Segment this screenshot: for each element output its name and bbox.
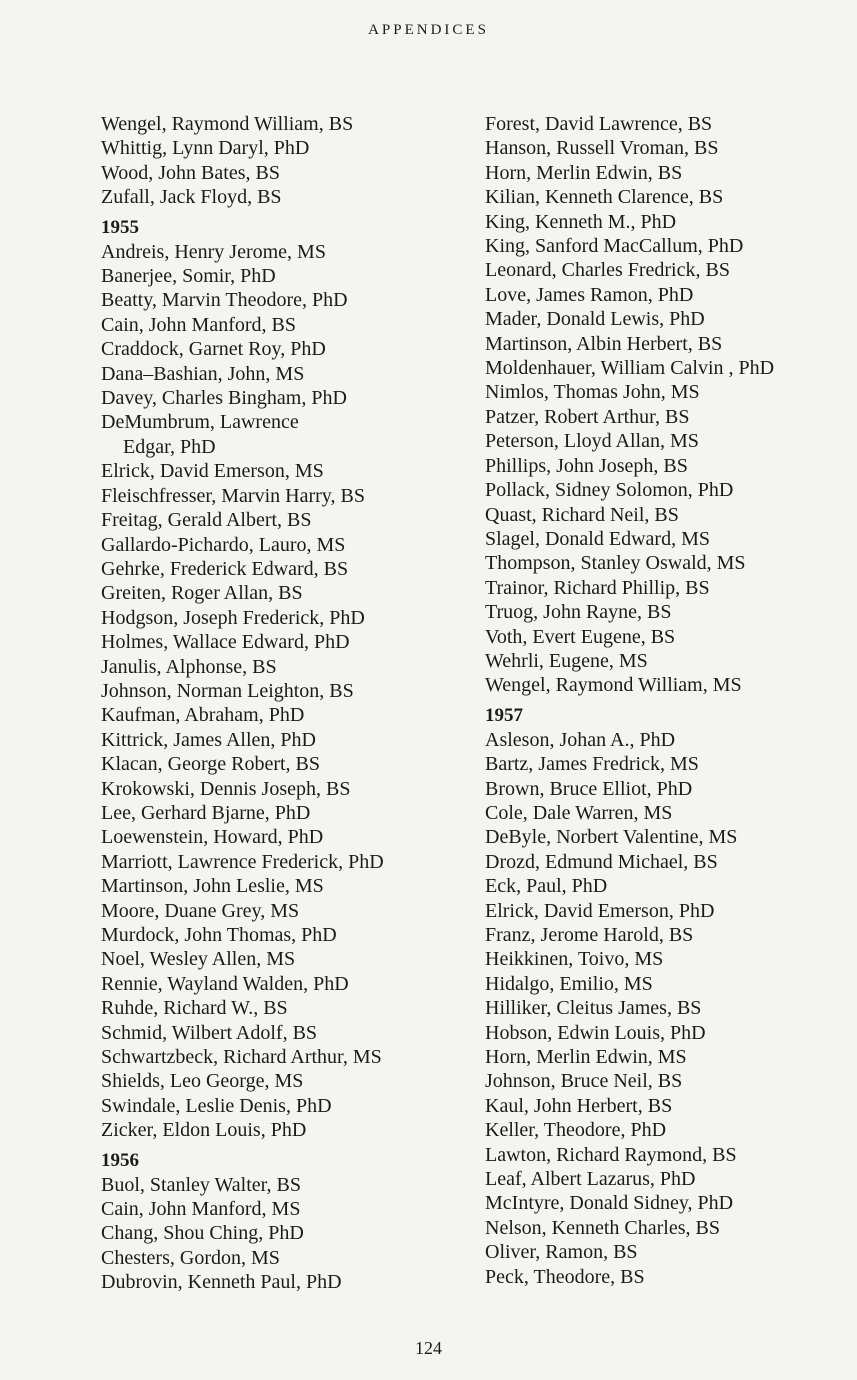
- graduate-entry: King, Sanford MacCallum, PhD: [485, 235, 744, 258]
- graduate-entry: Mader, Donald Lewis, PhD: [485, 308, 705, 331]
- graduate-entry: Gallardo-Pichardo, Lauro, MS: [101, 533, 346, 556]
- graduate-entry: Hilliker, Cleitus James, BS: [485, 997, 702, 1020]
- graduate-entry: Drozd, Edmund Michael, BS: [485, 850, 718, 873]
- right-column: [485, 112, 845, 1289]
- graduate-entry: Leaf, Albert Lazarus, PhD: [485, 1168, 696, 1191]
- graduate-entry: Brown, Bruce Elliot, PhD: [485, 777, 693, 800]
- graduate-entry: Loewenstein, Howard, PhD: [101, 826, 324, 849]
- graduate-entry: Peterson, Lloyd Allan, MS: [485, 430, 699, 453]
- graduate-entry: Gehrke, Frederick Edward, BS: [101, 557, 349, 580]
- graduate-entry: Cole, Dale Warren, MS: [485, 801, 673, 824]
- graduate-entry: Love, James Ramon, PhD: [485, 283, 694, 306]
- graduate-entry: Krokowski, Dennis Joseph, BS: [101, 777, 351, 800]
- graduate-entry: Truog, John Rayne, BS: [485, 601, 672, 624]
- graduate-entry: Quast, Richard Neil, BS: [485, 503, 679, 526]
- graduate-entry: Zufall, Jack Floyd, BS: [101, 186, 282, 209]
- graduate-entry: Schmid, Wilbert Adolf, BS: [101, 1021, 318, 1044]
- graduate-entry: Wengel, Raymond William, MS: [485, 674, 742, 697]
- graduate-entry: Cain, John Manford, BS: [101, 313, 296, 336]
- graduate-entry: Dubrovin, Kenneth Paul, PhD: [101, 1271, 342, 1294]
- year-heading: 1955: [101, 216, 139, 238]
- graduate-entry: Shields, Leo George, MS: [101, 1070, 304, 1093]
- graduate-entry: Chang, Shou Ching, PhD: [101, 1222, 304, 1245]
- graduate-entry: Wehrli, Eugene, MS: [485, 649, 648, 672]
- graduate-entry: Elrick, David Emerson, MS: [101, 460, 324, 483]
- graduate-entry: Lawton, Richard Raymond, BS: [485, 1143, 737, 1166]
- graduate-entry: Kaufman, Abraham, PhD: [101, 704, 305, 727]
- graduate-entry: Voth, Evert Eugene, BS: [485, 625, 676, 648]
- graduate-entry: Oliver, Ramon, BS: [485, 1241, 638, 1264]
- graduate-entry: Holmes, Wallace Edward, PhD: [101, 631, 350, 654]
- graduate-entry: Moore, Duane Grey, MS: [101, 899, 300, 922]
- graduate-entry: Schwartzbeck, Richard Arthur, MS: [101, 1046, 382, 1069]
- page-number: 124: [415, 1338, 442, 1358]
- graduate-entry: Phillips, John Joseph, BS: [485, 454, 688, 477]
- graduate-entry: Rennie, Wayland Walden, PhD: [101, 972, 349, 995]
- graduate-entry: Wood, John Bates, BS: [101, 161, 280, 184]
- graduate-entry: Hobson, Edwin Louis, PhD: [485, 1021, 706, 1044]
- graduate-entry: Fleischfresser, Marvin Harry, BS: [101, 484, 365, 507]
- graduate-entry: Murdock, John Thomas, PhD: [101, 924, 337, 946]
- graduate-entry: Moldenhauer, William Calvin , PhD: [485, 357, 775, 380]
- graduate-entry: Zicker, Eldon Louis, PhD: [101, 1119, 307, 1142]
- graduate-entry: Cain, John Manford, MS: [101, 1198, 301, 1221]
- graduate-entry: Ruhde, Richard W., BS: [101, 997, 288, 1020]
- graduate-entry: Johnson, Bruce Neil, BS: [485, 1070, 683, 1093]
- graduate-entry: King, Kenneth M., PhD: [485, 210, 677, 233]
- graduate-entry: Beatty, Marvin Theodore, PhD: [101, 289, 348, 312]
- graduate-entry: Nimlos, Thomas John, MS: [485, 381, 700, 404]
- graduate-entry: Andreis, Henry Jerome, MS: [101, 240, 326, 263]
- graduate-entry: Franz, Jerome Harold, BS: [485, 924, 694, 946]
- graduate-entry: Banerjee, Somir, PhD: [101, 265, 276, 288]
- graduate-entry: McIntyre, Donald Sidney, PhD: [485, 1192, 734, 1215]
- graduate-entry: Bartz, James Fredrick, MS: [485, 753, 699, 776]
- graduate-entry: Freitag, Gerald Albert, BS: [101, 509, 312, 532]
- graduate-entry: Elrick, David Emerson, PhD: [485, 899, 715, 922]
- graduate-entry: Greiten, Roger Allan, BS: [101, 582, 303, 605]
- graduate-entry: Klacan, George Robert, BS: [101, 753, 321, 776]
- graduate-entry: Patzer, Robert Arthur, BS: [485, 405, 690, 428]
- graduate-entry: Eck, Paul, PhD: [485, 875, 608, 898]
- graduate-entry: Noel, Wesley Allen, MS: [101, 948, 296, 971]
- graduate-entry: Kilian, Kenneth Clarence, BS: [485, 186, 724, 209]
- year-heading: 1956: [101, 1149, 139, 1171]
- graduate-entry: Trainor, Richard Phillip, BS: [485, 576, 710, 599]
- graduate-entry: Hidalgo, Emilio, MS: [485, 972, 653, 995]
- graduate-entry-continuation: Edgar, PhD: [123, 435, 216, 458]
- graduate-entry: DeByle, Norbert Valentine, MS: [485, 826, 738, 849]
- graduate-entry: Thompson, Stanley Oswald, MS: [485, 552, 746, 575]
- graduate-entry: Pollack, Sidney Solomon, PhD: [485, 479, 734, 502]
- graduate-entry: Horn, Merlin Edwin, BS: [485, 161, 683, 184]
- graduate-entry: Asleson, Johan A., PhD: [485, 728, 676, 751]
- graduate-entry: Craddock, Garnet Roy, PhD: [101, 338, 326, 361]
- graduate-entry: Davey, Charles Bingham, PhD: [101, 387, 347, 410]
- left-column: [101, 112, 461, 1295]
- graduate-entry: Horn, Merlin Edwin, MS: [485, 1046, 687, 1069]
- graduate-entry: Nelson, Kenneth Charles, BS: [485, 1216, 720, 1239]
- graduate-entry: Wengel, Raymond William, BS: [101, 113, 354, 135]
- graduate-entry: Swindale, Leslie Denis, PhD: [101, 1094, 332, 1117]
- graduate-entry: Whittig, Lynn Daryl, PhD: [101, 137, 310, 160]
- graduate-entry: Leonard, Charles Fredrick, BS: [485, 259, 730, 282]
- graduate-entry: Lee, Gerhard Bjarne, PhD: [101, 801, 311, 824]
- graduate-entry: Hodgson, Joseph Frederick, PhD: [101, 606, 365, 629]
- graduate-entry: Keller, Theodore, PhD: [485, 1119, 667, 1142]
- graduate-entry: Kaul, John Herbert, BS: [485, 1094, 673, 1117]
- graduate-entry: Buol, Stanley Walter, BS: [101, 1173, 301, 1196]
- graduate-entry: Martinson, John Leslie, MS: [101, 875, 324, 898]
- graduate-entry: Slagel, Donald Edward, MS: [485, 527, 710, 550]
- running-head: APPENDICES: [368, 22, 489, 38]
- graduate-entry: DeMumbrum, Lawrence: [101, 411, 299, 434]
- graduate-entry: Chesters, Gordon, MS: [101, 1246, 280, 1269]
- graduate-entry: Heikkinen, Toivo, MS: [485, 948, 664, 971]
- graduate-entry: Martinson, Albin Herbert, BS: [485, 332, 723, 355]
- graduate-entry: Peck, Theodore, BS: [485, 1265, 645, 1288]
- graduate-entry: Johnson, Norman Leighton, BS: [101, 679, 354, 702]
- year-heading: 1957: [485, 704, 523, 726]
- graduate-entry: Janulis, Alphonse, BS: [101, 655, 277, 678]
- graduate-entry: Dana–Bashian, John, MS: [101, 362, 305, 385]
- graduate-entry: Forest, David Lawrence, BS: [485, 113, 713, 135]
- graduate-entry: Hanson, Russell Vroman, BS: [485, 137, 719, 160]
- graduate-entry: Marriott, Lawrence Frederick, PhD: [101, 850, 384, 873]
- graduate-entry: Kittrick, James Allen, PhD: [101, 728, 316, 751]
